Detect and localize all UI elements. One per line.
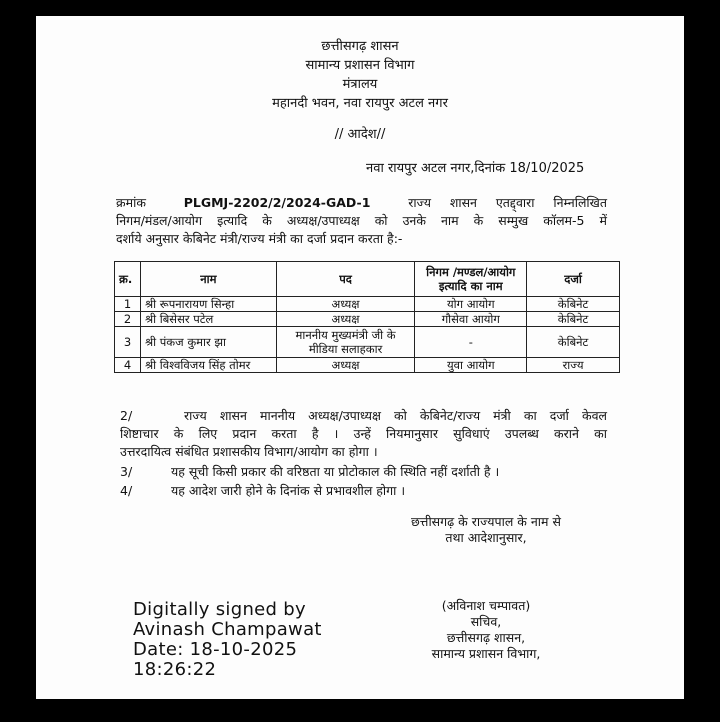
cell-status: राज्य bbox=[527, 358, 620, 373]
cell-organization: युवा आयोग bbox=[415, 358, 527, 373]
para-2-number: 2/ bbox=[120, 408, 133, 423]
table-row bbox=[115, 312, 620, 327]
intro-line-1 bbox=[116, 195, 607, 210]
col-header-serial: क्र. bbox=[115, 262, 141, 297]
cell-post: अध्यक्ष bbox=[276, 358, 415, 373]
cell-organization: योग आयोग bbox=[415, 297, 527, 312]
cell-name: श्री रूपनारायण सिन्हा bbox=[140, 297, 276, 312]
col-header-name: नाम bbox=[140, 262, 276, 297]
cell-name: श्री पंकज कुमार झा bbox=[140, 327, 276, 358]
para-3-text: यह सूची किसी प्रकार की वरिष्ठता या प्रोटोकाल की स्थिति नहीं दर्शाती है । bbox=[171, 464, 500, 479]
signatory-block bbox=[406, 598, 566, 662]
cell-status: केबिनेट bbox=[527, 297, 620, 312]
governor-line-1: छत्तीसगढ़ के राज्यपाल के नाम से bbox=[411, 514, 561, 529]
cabinet-status-table bbox=[114, 261, 620, 373]
cell-post: माननीय मुख्यमंत्री जी के मीडिया सलाहकार bbox=[276, 327, 415, 358]
para-2-line-3: उत्तरदायित्व संबंधित प्रशासकीय विभाग/आयोग का होगा । bbox=[120, 444, 378, 459]
cell-organization: - bbox=[415, 327, 527, 358]
digital-signature-date: Date: 18-10-2025 bbox=[133, 639, 298, 660]
para-3-number: 3/ bbox=[120, 464, 133, 479]
cell-serial: 3 bbox=[115, 327, 141, 358]
order-number: PLGMJ-2202/2/2024-GAD-1 bbox=[183, 195, 371, 210]
order-number-label: क्रमांक bbox=[116, 195, 146, 210]
cell-post: अध्यक्ष bbox=[276, 297, 415, 312]
header-address: महानदी भवन, नवा रायपुर अटल नगर bbox=[272, 96, 448, 111]
order-title: // आदेश// bbox=[334, 127, 386, 142]
cell-name: श्री बिसेसर पटेल bbox=[140, 312, 276, 327]
table-header-row bbox=[115, 262, 620, 297]
digital-signature-block bbox=[133, 600, 322, 680]
col-header-organization: निगम /मण्डल/आयोग इत्यादि का नाम bbox=[415, 262, 527, 297]
place-date: नवा रायपुर अटल नगर,दिनांक 18/10/2025 bbox=[366, 161, 585, 176]
cell-name: श्री विश्वविजय सिंह तोमर bbox=[140, 358, 276, 373]
col-header-status: दर्जा bbox=[527, 262, 620, 297]
signatory-org-1: छत्तीसगढ़ शासन, bbox=[446, 630, 526, 645]
cell-serial: 1 bbox=[115, 297, 141, 312]
para-4-text: यह आदेश जारी होने के दिनांक से प्रभावशील होगा । bbox=[171, 483, 406, 498]
para-2-line-1: राज्य शासन माननीय अध्यक्ष/उपाध्यक्ष को केबिनेट/राज्य मंत्री का दर्जा केवल bbox=[184, 408, 607, 423]
table-row bbox=[115, 358, 620, 373]
para-2-line-2: शिष्टाचार के लिए प्रदान करता है । उन्हें नियमानुसार सुविधाएं उपलब्ध कराने का bbox=[120, 426, 607, 441]
para-4-number: 4/ bbox=[120, 483, 133, 498]
intro-line-3: दर्शाये अनुसार केबिनेट मंत्री/राज्य मंत्री का दर्जा प्रदान करता है:- bbox=[116, 231, 403, 246]
cell-status: केबिनेट bbox=[527, 327, 620, 358]
governor-line-2: तथा आदेशानुसार, bbox=[445, 530, 527, 545]
signatory-name: (अविनाश चम्पावत) bbox=[441, 598, 531, 613]
digital-signature-line-1: Digitally signed by bbox=[133, 599, 306, 620]
intro-line-2: निगम/मंडल/आयोग इत्यादि के अध्यक्ष/उपाध्यक्ष को उनके नाम के सम्मुख कॉलम-5 में bbox=[116, 213, 607, 228]
digital-signature-name: Avinash Champawat bbox=[133, 619, 322, 640]
cell-organization: गौसेवा आयोग bbox=[415, 312, 527, 327]
header-ministry: मंत्रालय bbox=[342, 77, 378, 92]
intro-line-1-text: राज्य शासन एतद्द्वारा निम्नलिखित bbox=[408, 195, 608, 210]
governor-authority bbox=[376, 514, 596, 546]
cell-status: केबिनेट bbox=[527, 312, 620, 327]
col-header-post: पद bbox=[276, 262, 415, 297]
header-department: सामान्य प्रशासन विभाग bbox=[305, 58, 415, 73]
table-row bbox=[115, 297, 620, 312]
cell-serial: 4 bbox=[115, 358, 141, 373]
table-row bbox=[115, 327, 620, 358]
document-page bbox=[36, 16, 684, 699]
digital-signature-time: 18:26:22 bbox=[133, 659, 217, 680]
signatory-designation: सचिव, bbox=[470, 614, 502, 629]
cell-serial: 2 bbox=[115, 312, 141, 327]
cell-post: अध्यक्ष bbox=[276, 312, 415, 327]
header-government: छत्तीसगढ़ शासन bbox=[321, 39, 399, 54]
signatory-org-2: सामान्य प्रशासन विभाग, bbox=[431, 646, 541, 661]
